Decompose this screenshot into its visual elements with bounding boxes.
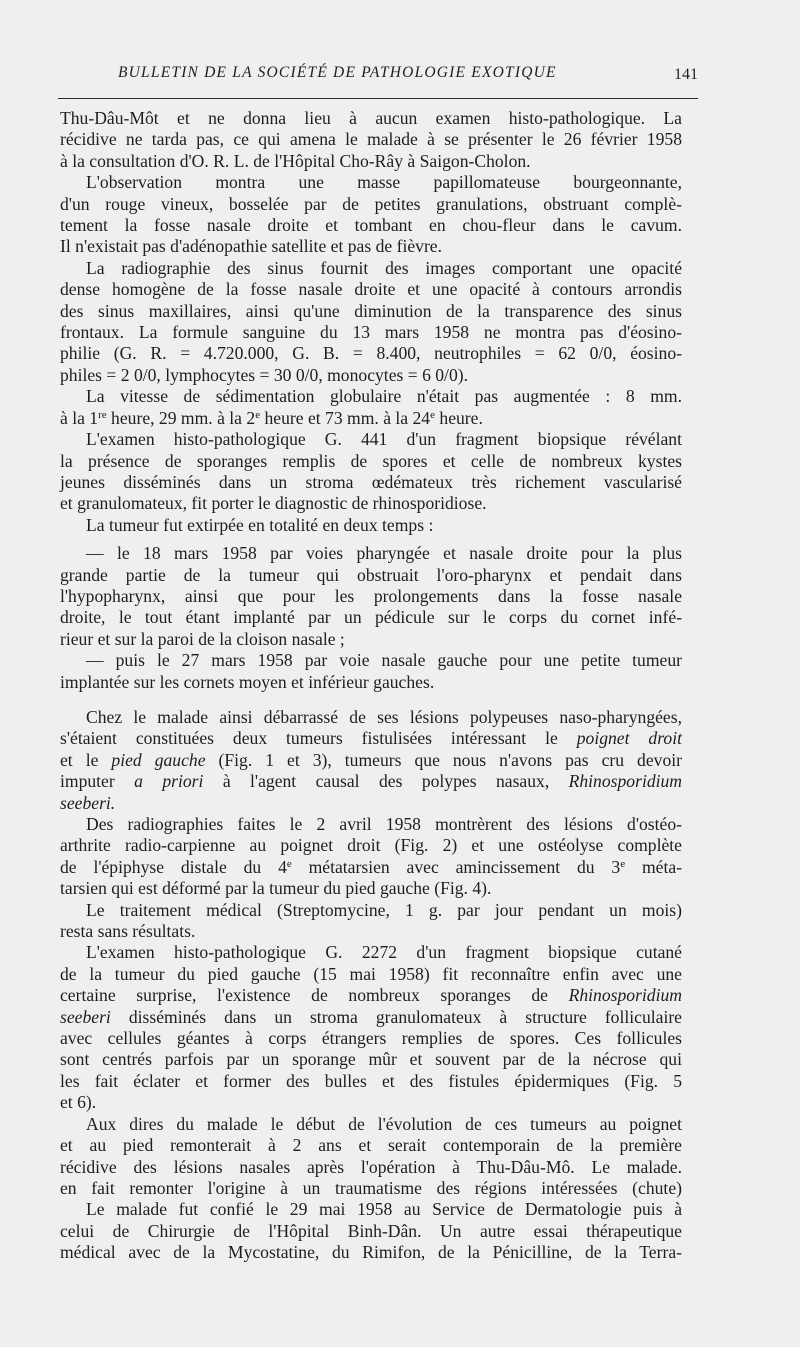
- text-line: Le malade fut confié le 29 mai 1958 au Service de Dermatologie puis à: [86, 1199, 682, 1220]
- text-line: et granulomateux, fit porter le diagnostic de rhinosporidiose.: [60, 493, 487, 514]
- text-line: philes = 2 0/0, lymphocytes = 30 0/0, monocytes = 6 0/0).: [60, 364, 468, 385]
- text-line: dense homogène de la fosse nasale droite et une opacité à contours arrondis: [60, 279, 682, 300]
- page-header: [118, 62, 698, 88]
- text-line: L'observation montra une masse papillomateuse bourgeonnante,: [86, 172, 682, 193]
- text-line: de la tumeur du pied gauche (15 mai 1958) fit reconnaître enfin avec une: [60, 963, 682, 984]
- text-line: droite, le tout étant implanté par un pédicule sur le corps du cornet infé-: [60, 607, 682, 628]
- text-line: frontaux. La formule sanguine du 13 mars 1958 ne montra pas d'éosino-: [60, 322, 682, 343]
- text-line: seeberi.: [60, 792, 116, 813]
- text-line: Aux dires du malade le début de l'évolution de ces tumeurs au poignet: [86, 1113, 682, 1134]
- text-line: tement la fosse nasale droite et tombant en chou-fleur dans le cavum.: [60, 215, 682, 236]
- text-line italic-line: seeberi disséminés dans un stroma granulomateux à structure folliculaire: [60, 1006, 682, 1027]
- page-number: 141: [674, 66, 698, 83]
- text-line: Chez le malade ainsi débarrassé de ses lésions polypeuses naso-pharyngées,: [86, 706, 682, 727]
- text-line: implantée sur les cornets moyen et inférieur gauches.: [60, 671, 435, 692]
- text-line: Le traitement médical (Streptomycine, 1 g. par jour pendant un mois): [86, 899, 682, 920]
- text-line: resta sans résultats.: [60, 921, 196, 942]
- text-line: — le 18 mars 1958 par voies pharyngée et nasale droite pour la plus: [86, 543, 682, 564]
- text-line italic-line: et le pied gauche (Fig. 1 et 3), tumeurs que nous n'avons pas cru devoir: [60, 749, 683, 770]
- text-line: jeunes disséminés dans un stroma œdémateux très richement vascularisé: [60, 471, 682, 492]
- text-line: des sinus maxillaires, ainsi qu'une diminution de la transparence des sinus: [60, 300, 682, 321]
- text-line italic-line: certaine surprise, l'existence de nombreux sporanges de Rhinosporidium: [60, 985, 682, 1006]
- text-line: arthrite radio-carpienne au poignet droit (Fig. 2) et une ostéolyse complète: [60, 835, 682, 856]
- paragraph-gap: [60, 693, 682, 707]
- text-line: la présence de sporanges remplis de spores et celle de nombreux kystes: [60, 450, 682, 471]
- text-line: — puis le 27 mars 1958 par voie nasale gauche pour une petite tumeur: [86, 650, 682, 671]
- text-line: Thu-Dâu-Môt et ne donna lieu à aucun examen histo-pathologique. La: [60, 108, 682, 128]
- text-line: La vitesse de sédimentation globulaire n'était pas augmentée : 8 mm.: [86, 386, 682, 407]
- text-line: d'un rouge vineux, bosselée par de petites granulations, obstruant complè-: [60, 193, 682, 214]
- text-line italic-line: imputer a priori à l'agent causal des polypes nasaux, Rhinosporidium: [60, 771, 683, 792]
- text-line italic-line: s'étaient constituées deux tumeurs fistulisées intéressant le poignet droit: [60, 728, 682, 749]
- text-line: l'hypopharynx, ainsi que pour les prolongements dans la fosse nasale: [60, 585, 682, 606]
- text-line: La radiographie des sinus fournit des images comportant une opacité: [86, 257, 682, 278]
- text-line: récidive des lésions nasales après l'opération à Thu-Dâu-Mô. Le malade.: [60, 1156, 682, 1177]
- paragraph-gap: [60, 536, 682, 543]
- text-line: Il n'existait pas d'adénopathie satellite et pas de fièvre.: [60, 236, 443, 257]
- text-line sup-line: à la 1re heure, 29 mm. à la 2e heure et 73 mm. à la 24e heure.: [60, 407, 483, 428]
- text-line: L'examen histo-pathologique G. 2272 d'un fragment biopsique cutané: [86, 942, 682, 963]
- text-line: à la consultation d'O. R. L. de l'Hôpital Cho-Rây à Saigon-Cholon.: [60, 150, 531, 171]
- text-line: en fait remonter l'origine à un traumatisme des régions intéressées (chute): [60, 1177, 682, 1198]
- header-rule: [58, 98, 698, 99]
- body-text: [60, 108, 682, 1264]
- text-line: médical avec de la Mycostatine, du Rimifon, de la Pénicilline, de la Terra-: [60, 1242, 682, 1263]
- text-line: L'examen histo-pathologique G. 441 d'un fragment biopsique révélant: [86, 429, 682, 450]
- running-title: BULLETIN DE LA SOCIÉTÉ DE PATHOLOGIE EXOTIQUE: [118, 64, 557, 81]
- text-line: La tumeur fut extirpée en totalité en deux temps :: [86, 514, 434, 535]
- text-line sup-line: de l'épiphyse distale du 4e métatarsien avec amincissement du 3e méta-: [60, 856, 682, 877]
- text-line: philie (G. R. = 4.720.000, G. B. = 8.400, neutrophiles = 62 0/0, éosino-: [60, 343, 682, 364]
- text-line: Des radiographies faites le 2 avril 1958 montrèrent des lésions d'ostéo-: [86, 814, 682, 834]
- text-line: tarsien qui est déformé par la tumeur du pied gauche (Fig. 4).: [60, 878, 492, 899]
- text-line: celui de Chirurgie de l'Hôpital Binh-Dân. Un autre essai thérapeutique: [60, 1220, 682, 1241]
- text-line: avec cellules géantes à corps étrangers remplies de spores. Ces follicules: [60, 1028, 682, 1049]
- text-line: grande partie de la tumeur qui obstruait l'oro-pharynx et pendait dans: [60, 564, 682, 585]
- text-line: rieur et sur la paroi de la cloison nasale ;: [60, 628, 345, 649]
- text-line: et au pied remonterait à 2 ans et serait contemporain de la première: [60, 1135, 682, 1156]
- text-line: les fait éclater et former des bulles et des fistules épidermiques (Fig. 5: [60, 1070, 682, 1091]
- text-line: récidive ne tarda pas, ce qui amena le malade à se présenter le 26 février 1958: [60, 129, 682, 150]
- text-line: sont centrés parfois par un sporange mûr et souvent par de la nécrose qui: [60, 1049, 682, 1070]
- text-line: et 6).: [60, 1092, 97, 1113]
